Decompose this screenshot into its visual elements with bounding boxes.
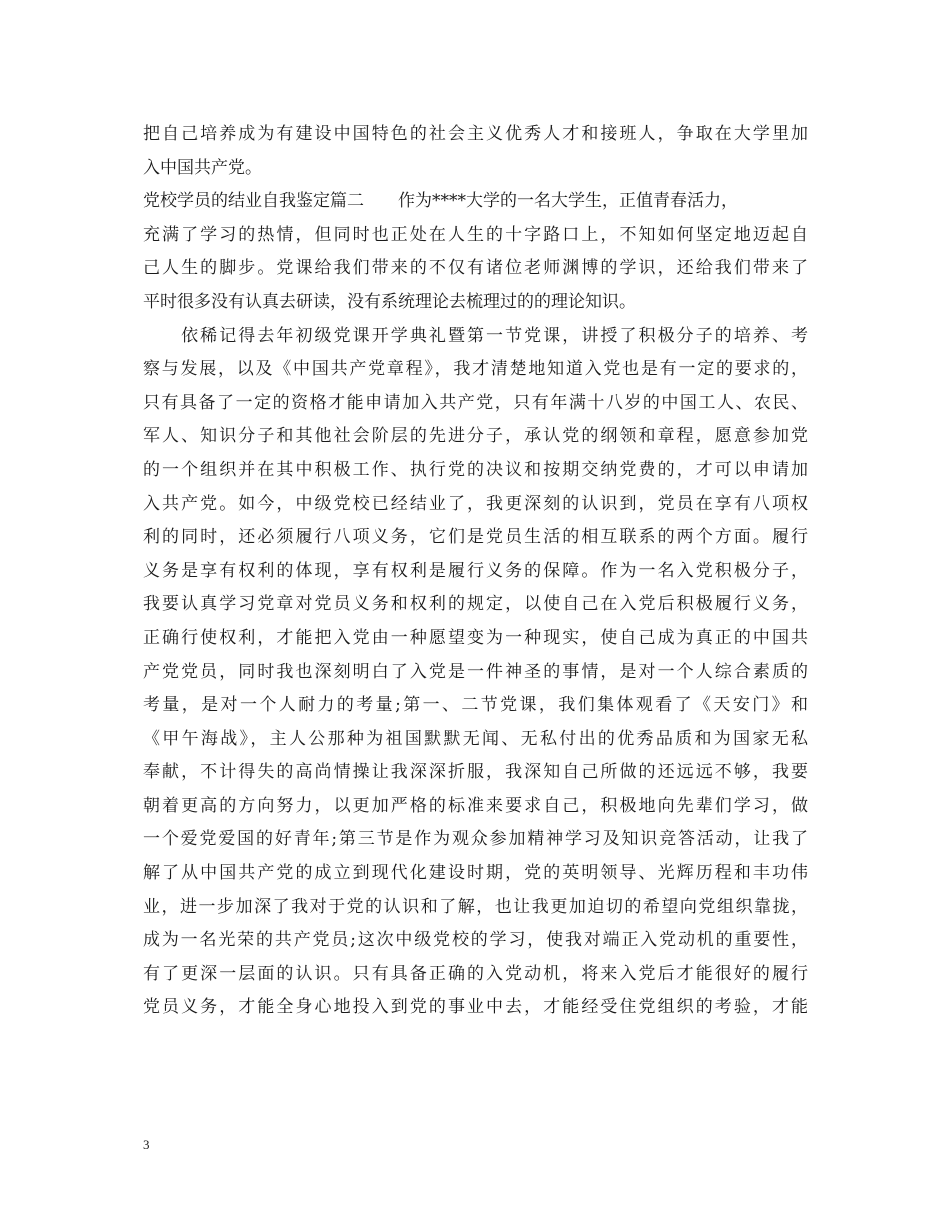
text-line: 正确行使权利，才能把入党由一种愿望变为一种现实，使自己成为真正的中国共 (143, 627, 808, 648)
text-line: 党员义务，才能全身心地投入到党的事业中去，才能经受住党组织的考验，才能 (143, 997, 808, 1018)
text-line: 解了从中国共产党的成立到现代化建设时期，党的英明领导、光辉历程和丰功伟 (143, 863, 808, 884)
text-line: 考量，是对一个人耐力的考量;第一、二节党课，我们集体观看了《天安门》和 (143, 695, 808, 716)
text-line: 入共产党。如今，中级党校已经结业了，我更深刻的认识到，党员在享有八项权 (143, 493, 808, 514)
text-line: 依稀记得去年初级党课开学典礼暨第一节党课，讲授了积极分子的培养、考 (143, 325, 808, 346)
text-line: 奉献，不计得失的高尚情操让我深深折服，我深知自己所做的还远远不够，我要 (143, 762, 808, 783)
text-line: 《甲午海战》，主人公那种为祖国默默无闻、无私付出的优秀品质和为国家无私 (143, 728, 808, 749)
text-line: 把自己培养成为有建设中国特色的社会主义优秀人才和接班人，争取在大学里加 (143, 124, 808, 144)
text-line: 只有具备了一定的资格才能申请加入共产党，只有年满十八岁的中国工人、农民、 (143, 392, 808, 413)
text-line: 产党党员，同时我也深刻明白了入党是一件神圣的事情，是对一个人综合素质的 (143, 661, 808, 682)
text-line: 平时很多没有认真去研读，没有系统理论去梳理过的的理论知识。 (143, 291, 636, 312)
text-line: 察与发展，以及《中国共产党章程》，我才清楚地知道入党也是有一定的要求的， (143, 359, 808, 380)
body-text (143, 118, 808, 1025)
text-line: 的一个组织并在其中积极工作、执行党的决议和按期交纳党费的，才可以申请加 (143, 459, 808, 480)
text-line: 有了更深一层面的认识。只有具备正确的入党动机，将来入党后才能很好的履行 (143, 963, 808, 984)
text-line: 利的同时，还必须履行八项义务，它们是党员生活的相互联系的两个方面。履行 (143, 527, 808, 548)
text-line: 义务是享有权利的体现，享有权利是履行义务的保障。作为一名入党积极分子， (143, 560, 808, 581)
text-line: 党校学员的结业自我鉴定篇二 作为****大学的一名大学生，正值青春活力， (143, 191, 738, 212)
text-line: 军人、知识分子和其他社会阶层的先进分子，承认党的纲领和章程，愿意参加党 (143, 426, 808, 447)
text-line: 一个爱党爱国的好青年;第三节是作为观众参加精神学习及知识竞答活动，让我了 (143, 829, 808, 850)
text-line: 入中国共产党。 (143, 157, 262, 178)
text-line: 我要认真学习党章对党员义务和权利的规定，以使自己在入党后积极履行义务， (143, 594, 808, 615)
text-line: 己人生的脚步。党课给我们带来的不仅有诸位老师渊博的学识，还给我们带来了 (143, 258, 808, 279)
page-number: 3 (143, 1137, 150, 1152)
text-line: 业，进一步加深了我对于党的认识和了解，也让我更加迫切的希望向党组织靠拢， (143, 896, 808, 917)
text-line: 充满了学习的热情，但同时也正处在人生的十字路口上，不知如何坚定地迈起自 (143, 224, 808, 245)
text-line: 成为一名光荣的共产党员;这次中级党校的学习，使我对端正入党动机的重要性， (143, 930, 808, 951)
text-line: 朝着更高的方向努力，以更加严格的标准来要求自己，积极地向先辈们学习，做 (143, 795, 808, 816)
